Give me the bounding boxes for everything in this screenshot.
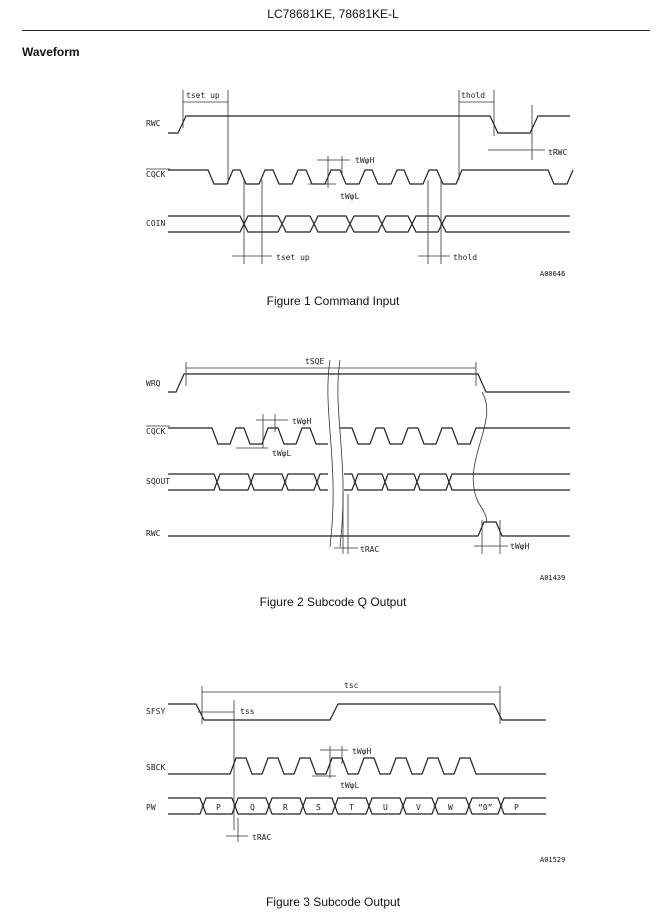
handshake-curve bbox=[473, 392, 487, 522]
timing-trac-2 bbox=[334, 494, 379, 554]
label-thold-bottom: thold bbox=[453, 253, 478, 262]
label-twl-2: tWφL bbox=[272, 449, 292, 458]
signal-label-wrq: WRQ bbox=[146, 379, 161, 388]
label-twh-rwc: tWφH bbox=[510, 542, 530, 551]
figure-1-command-input bbox=[0, 80, 666, 295]
cqck-waveform bbox=[168, 170, 573, 184]
label-tsc: tsc bbox=[344, 681, 359, 690]
label-twh-3: tWφH bbox=[352, 747, 372, 756]
break-mark bbox=[328, 360, 343, 547]
signal-label-coin: COIN bbox=[146, 219, 166, 228]
pw-cell: P bbox=[216, 803, 221, 812]
sqout-bus bbox=[168, 474, 570, 490]
label-trwc: tRWC bbox=[548, 148, 568, 157]
figure-2-caption: Figure 2 Subcode Q Output bbox=[259, 595, 407, 609]
timing-tw-3 bbox=[312, 746, 371, 790]
label-trac-2: tRAC bbox=[360, 545, 380, 554]
figure-3-ref: A01529 bbox=[540, 856, 566, 864]
header-rule bbox=[22, 30, 650, 31]
label-tss: tss bbox=[240, 707, 255, 716]
figure-1-ref: A00646 bbox=[540, 270, 566, 278]
signal-label-cqck-2: CQCK bbox=[146, 427, 166, 436]
pw-cell: “0” bbox=[478, 803, 493, 812]
pw-cell: V bbox=[416, 803, 421, 812]
label-trac-3: tRAC bbox=[252, 833, 272, 842]
pw-cell: W bbox=[448, 803, 453, 812]
signal-label-rwc: RWC bbox=[146, 119, 161, 128]
timing-hold-bottom bbox=[418, 180, 477, 264]
sbck-waveform bbox=[168, 758, 546, 774]
wrq-waveform bbox=[168, 374, 570, 392]
signal-label-rwc-2: RWC bbox=[146, 529, 161, 538]
timing-setup-bottom bbox=[232, 180, 310, 264]
pw-cell: Q bbox=[250, 803, 255, 812]
cqck-2-waveform bbox=[168, 428, 570, 444]
coin-bus bbox=[168, 216, 570, 232]
figure-2-ref: A01439 bbox=[540, 574, 566, 582]
signal-label-sfsy: SFSY bbox=[146, 707, 166, 716]
timing-twh-rwc bbox=[474, 520, 529, 554]
label-twl-1: tWφL bbox=[340, 192, 360, 201]
timing-trac-3 bbox=[226, 818, 271, 842]
pw-cell: S bbox=[316, 803, 321, 812]
label-tsqe: tSQE bbox=[305, 357, 325, 366]
signal-label-sbck: SBCK bbox=[146, 763, 166, 772]
section-title: Waveform bbox=[22, 45, 80, 59]
page-header: LC78681KE, 78681KE-L bbox=[267, 7, 399, 21]
figure-2-subcode-q-output bbox=[0, 352, 666, 582]
figure-3-caption: Figure 3 Subcode Output bbox=[265, 895, 401, 909]
label-twl-3: tWφL bbox=[340, 781, 360, 790]
signal-label-cqck: CQCK bbox=[146, 170, 166, 179]
figure-1-caption: Figure 1 Command Input bbox=[266, 294, 400, 308]
pw-cell: T bbox=[349, 803, 354, 812]
timing-tsc bbox=[202, 681, 500, 724]
signal-label-pw: PW bbox=[146, 803, 156, 812]
pw-cell: P bbox=[514, 803, 519, 812]
pw-cell: U bbox=[383, 803, 388, 812]
figure-3-subcode-output bbox=[0, 680, 666, 870]
rwc-2-waveform bbox=[168, 522, 570, 536]
timing-hold-top bbox=[459, 90, 494, 180]
timing-tw bbox=[308, 156, 374, 201]
label-twh-2: tWφH bbox=[292, 417, 312, 426]
label-thold-top: thold bbox=[461, 91, 486, 100]
label-twh-1: tWφH bbox=[355, 156, 375, 165]
label-tsetup-bottom: tset up bbox=[276, 253, 310, 262]
signal-label-sqout: SQOUT bbox=[146, 477, 171, 486]
timing-tsqe bbox=[186, 357, 476, 386]
pw-cell: R bbox=[283, 803, 288, 812]
label-tsetup-top: tset up bbox=[186, 91, 220, 100]
